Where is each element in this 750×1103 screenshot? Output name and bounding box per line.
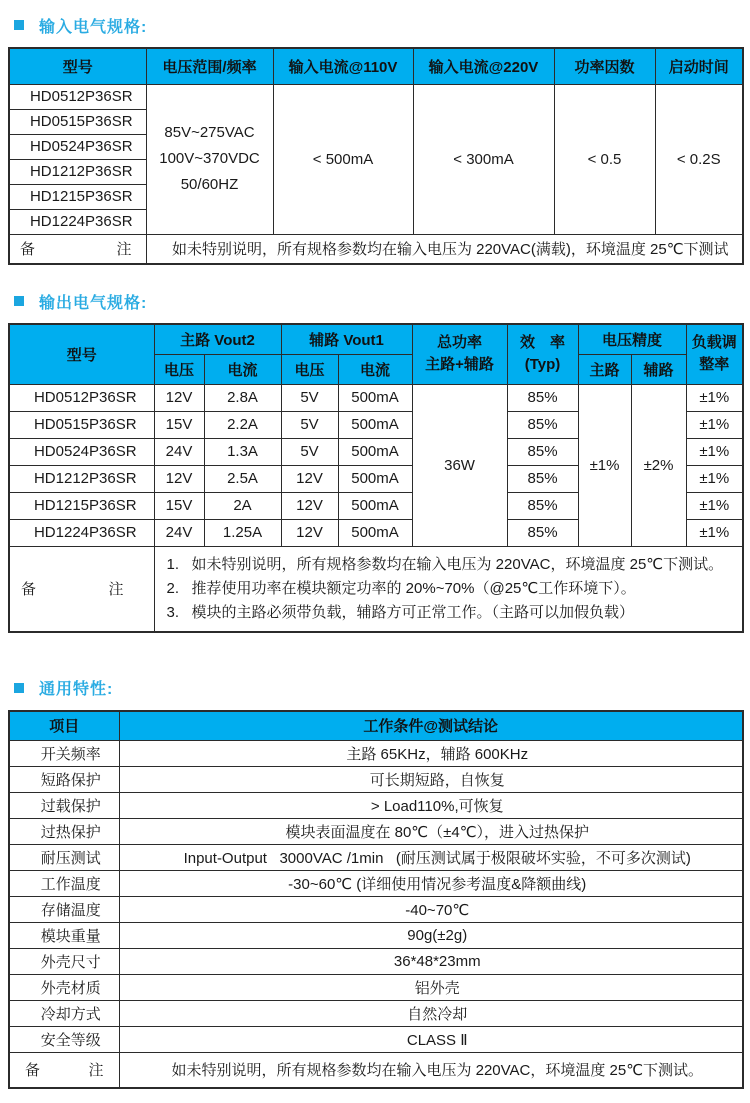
aux-current-cell: 500mA — [338, 411, 412, 438]
item-cell: 存储温度 — [9, 897, 119, 923]
value-cell: CLASS Ⅱ — [119, 1027, 743, 1053]
aux-voltage-cell: 5V — [281, 384, 338, 411]
precision-main-cell: ±1% — [578, 384, 631, 546]
note-label: 备 — [20, 241, 36, 259]
section-title-input — [8, 14, 742, 36]
item-cell: 开关频率 — [9, 741, 119, 767]
general-table-header-row — [9, 711, 743, 741]
column-header-load-regulation: 负载调 整率 — [686, 324, 743, 384]
column-header-main-vout2: 主路 Vout2 — [154, 324, 281, 354]
aux-current-cell: 500mA — [338, 438, 412, 465]
item-cell: 耐压测试 — [9, 845, 119, 871]
column-header-startup-time: 启动时间 — [655, 48, 743, 84]
model-cell: HD1212P36SR — [9, 159, 146, 184]
table-row — [9, 1001, 743, 1027]
output-table-header-row1 — [9, 324, 743, 354]
efficiency-cell: 85% — [507, 465, 578, 492]
efficiency-cell: 85% — [507, 411, 578, 438]
column-header-total-power: 总功率 主路+辅路 — [412, 324, 507, 384]
output-spec-table — [8, 323, 744, 633]
model-cell: HD0515P36SR — [9, 109, 146, 134]
section-title-output — [8, 290, 742, 312]
item-cell: 外壳材质 — [9, 975, 119, 1001]
model-cell: HD1224P36SR — [9, 519, 154, 546]
column-header-current-110v: 输入电流@110V — [273, 48, 413, 84]
section-title-text: 通用特性: — [39, 681, 114, 698]
note-row — [9, 234, 743, 264]
column-header-current-220v: 输入电流@220V — [413, 48, 554, 84]
item-cell: 工作温度 — [9, 871, 119, 897]
note-text-cell: 如未特别说明，所有规格参数均在输入电压为 220VAC(满载)，环境温度 25℃下测试 — [146, 234, 743, 264]
total-power-cell: 36W — [412, 384, 507, 546]
section-bullet-icon — [14, 20, 24, 30]
subheader-aux-current: 电流 — [338, 354, 412, 384]
column-header-power-factor: 功率因数 — [554, 48, 655, 84]
model-cell: HD1215P36SR — [9, 492, 154, 519]
table-row — [9, 767, 743, 793]
load-regulation-cell: ±1% — [686, 519, 743, 546]
column-header-model: 型号 — [9, 324, 154, 384]
model-cell: HD0515P36SR — [9, 411, 154, 438]
load-regulation-cell: ±1% — [686, 465, 743, 492]
subheader-precision-main: 主路 — [578, 354, 631, 384]
input-table-header-row — [9, 48, 743, 84]
item-cell: 外壳尺寸 — [9, 949, 119, 975]
efficiency-cell: 85% — [507, 438, 578, 465]
table-row — [9, 975, 743, 1001]
column-header-condition: 工作条件@测试结论 — [119, 711, 743, 741]
startup-time-cell: < 0.2S — [655, 84, 743, 234]
note-label-cell — [9, 546, 154, 632]
main-voltage-cell: 12V — [154, 384, 204, 411]
efficiency-cell: 85% — [507, 519, 578, 546]
value-cell: > Load110%,可恢复 — [119, 793, 743, 819]
value-cell: -30~60℃ (详细使用情况参考温度&降额曲线) — [119, 871, 743, 897]
section-title-text: 输入电气规格: — [39, 18, 148, 36]
note-line: 2. 推荐使用功率在模块额定功率的 20%~70%（@25℃工作环境下）。 — [166, 579, 636, 597]
power-factor-cell: < 0.5 — [554, 84, 655, 234]
item-cell: 模块重量 — [9, 923, 119, 949]
note-label: 备 — [25, 1062, 41, 1080]
general-spec-table — [8, 710, 744, 1089]
item-cell: 安全等级 — [9, 1027, 119, 1053]
voltage-range-cell — [146, 84, 273, 234]
note-label-cell — [9, 234, 146, 264]
value-cell: 主路 65KHz，辅路 600KHz — [119, 741, 743, 767]
section-title-text: 输出电气规格: — [39, 294, 148, 312]
subheader-main-current: 电流 — [204, 354, 281, 384]
voltage-range-line: 85V~275VAC — [164, 124, 255, 141]
load-regulation-cell: ±1% — [686, 384, 743, 411]
model-cell: HD1212P36SR — [9, 465, 154, 492]
value-cell: 36*48*23mm — [119, 949, 743, 975]
value-cell: -40~70℃ — [119, 897, 743, 923]
current-110v-cell: < 500mA — [273, 84, 413, 234]
column-header-efficiency: 效 率 (Typ) — [507, 324, 578, 384]
aux-current-cell: 500mA — [338, 492, 412, 519]
main-voltage-cell: 24V — [154, 438, 204, 465]
main-current-cell: 2.5A — [204, 465, 281, 492]
note-label: 注 — [88, 1062, 104, 1080]
note-row — [9, 1053, 743, 1088]
note-line: 3. 模块的主路必须带负载，辅路方可正常工作。（主路可以加假负载） — [166, 603, 635, 621]
model-cell: HD1224P36SR — [9, 209, 146, 234]
value-cell: 自然冷却 — [119, 1001, 743, 1027]
voltage-range-line: 100V~370VDC — [159, 150, 260, 167]
aux-voltage-cell: 5V — [281, 438, 338, 465]
main-current-cell: 2.2A — [204, 411, 281, 438]
item-cell: 过载保护 — [9, 793, 119, 819]
table-row — [9, 871, 743, 897]
model-cell: HD0524P36SR — [9, 438, 154, 465]
main-voltage-cell: 15V — [154, 411, 204, 438]
current-220v-cell: < 300mA — [413, 84, 554, 234]
subheader-precision-aux: 辅路 — [631, 354, 686, 384]
section-bullet-icon — [14, 296, 24, 306]
load-regulation-cell: ±1% — [686, 411, 743, 438]
model-cell: HD1215P36SR — [9, 184, 146, 209]
section-bullet-icon — [14, 683, 24, 693]
aux-voltage-cell: 12V — [281, 519, 338, 546]
model-cell: HD0524P36SR — [9, 134, 146, 159]
value-cell: 可长期短路，自恢复 — [119, 767, 743, 793]
table-row — [9, 741, 743, 767]
table-row — [9, 845, 743, 871]
aux-voltage-cell: 12V — [281, 465, 338, 492]
subheader-main-voltage: 电压 — [154, 354, 204, 384]
column-header-model: 型号 — [9, 48, 146, 84]
main-voltage-cell: 15V — [154, 492, 204, 519]
column-header-aux-vout1: 辅路 Vout1 — [281, 324, 412, 354]
table-row — [9, 949, 743, 975]
main-current-cell: 1.25A — [204, 519, 281, 546]
item-cell: 冷却方式 — [9, 1001, 119, 1027]
column-header-voltage-range: 电压范围/频率 — [146, 48, 273, 84]
table-row — [9, 897, 743, 923]
value-cell: 铝外壳 — [119, 975, 743, 1001]
table-row — [9, 384, 743, 411]
main-current-cell: 1.3A — [204, 438, 281, 465]
table-row — [9, 1027, 743, 1053]
aux-current-cell: 500mA — [338, 384, 412, 411]
column-header-item: 项目 — [9, 711, 119, 741]
item-cell: 过热保护 — [9, 819, 119, 845]
table-row — [9, 923, 743, 949]
value-cell: 模块表面温度在 80℃（±4℃），进入过热保护 — [119, 819, 743, 845]
aux-voltage-cell: 12V — [281, 492, 338, 519]
note-text-cell: 如未特别说明，所有规格参数均在输入电压为 220VAC，环境温度 25℃下测试。 — [119, 1053, 743, 1088]
aux-current-cell: 500mA — [338, 465, 412, 492]
subheader-aux-voltage: 电压 — [281, 354, 338, 384]
note-row — [9, 546, 743, 632]
note-label-cell — [9, 1053, 119, 1088]
voltage-range-line: 50/60HZ — [180, 176, 239, 193]
load-regulation-cell: ±1% — [686, 492, 743, 519]
aux-voltage-cell: 5V — [281, 411, 338, 438]
precision-aux-cell: ±2% — [631, 384, 686, 546]
section-title-general — [8, 677, 742, 699]
note-label: 注 — [116, 241, 132, 259]
main-current-cell: 2A — [204, 492, 281, 519]
column-header-voltage-precision: 电压精度 — [578, 324, 686, 354]
value-cell: 90g(±2g) — [119, 923, 743, 949]
main-voltage-cell: 12V — [154, 465, 204, 492]
load-regulation-cell: ±1% — [686, 438, 743, 465]
main-current-cell: 2.8A — [204, 384, 281, 411]
table-row — [9, 793, 743, 819]
efficiency-cell: 85% — [507, 492, 578, 519]
main-voltage-cell: 24V — [154, 519, 204, 546]
table-row — [9, 84, 743, 109]
value-cell: Input-Output 3000VAC /1min (耐压测试属于极限破坏实验，不可多次测试) — [119, 845, 743, 871]
note-label: 备 — [21, 581, 37, 598]
note-line: 1. 如未特别说明，所有规格参数均在输入电压为 220VAC，环境温度 25℃下测试。 — [166, 555, 724, 573]
model-cell: HD0512P36SR — [9, 84, 146, 109]
aux-current-cell: 500mA — [338, 519, 412, 546]
item-cell: 短路保护 — [9, 767, 119, 793]
model-cell: HD0512P36SR — [9, 384, 154, 411]
input-spec-table — [8, 47, 744, 265]
table-row — [9, 819, 743, 845]
note-label: 注 — [108, 581, 124, 598]
note-text-cell — [154, 546, 743, 632]
efficiency-cell: 85% — [507, 384, 578, 411]
